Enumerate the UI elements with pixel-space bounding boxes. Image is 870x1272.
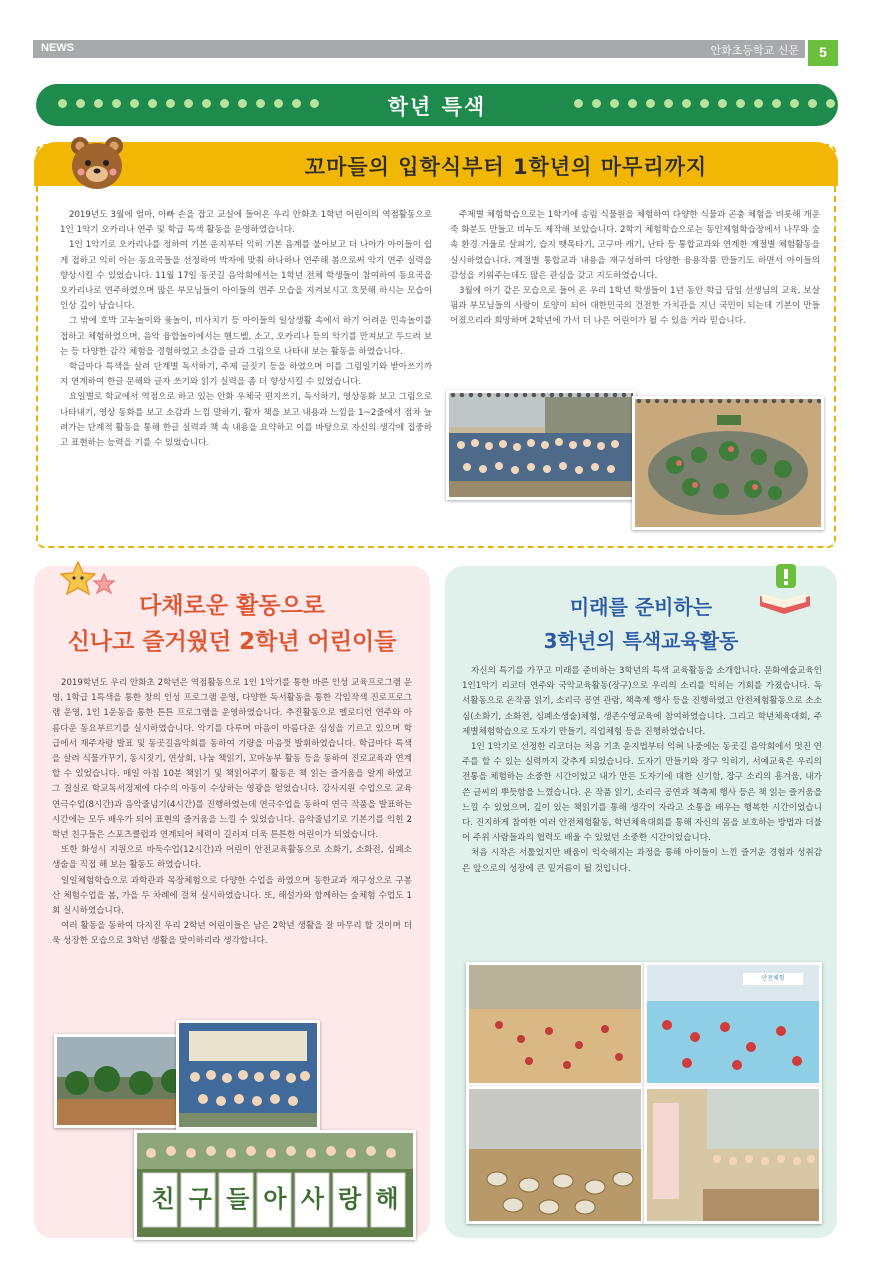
pool-sign-text: 안전체험 [761,975,785,982]
grade2-class-group-photo [176,1020,320,1130]
grade1-left-paragraph: 요일별로 학교에서 역점으로 하고 있는 안화 우체국 편지쓰기, 독서하기, 영상동화 보고 그림으로 나타내기, 영상 동화를 보고 소감과 느낌 말하기, 활자 책을 보고 내용과 느낌을 1~2줄에서 점차 늘려가는 단계적 활동을 통해 한글 실력과 책 속 내용을 요약하고 이를 바탕으로 자신의 생각에 집중하고 표현하는 능력을 기를 수 있었습니다. [60,392,432,449]
news-label: NEWS [41,42,74,54]
grade2-paragraph: 2019학년도 우리 안화초 2학년은 역점활동으로 1인 1악기를 통한 바른 인성 교육프로그램 운영, 1학급 1특색을 통한 창의 인성 프로그램 운영, 다양한 독서활동을 통한 각임작색 진로프로그램 운영, 1인 1운동을 통한 튼튼 프로그램을 운영하였습니다. 추진활동으로 멜로디언 연주와 아름다운 동요부르기를 실시하였습니다. 악기를 다루며 마음이 아름다운 심성을 기르고 있으며 학급에서 재주자랑 발표 및 동곳길음악회를 동하여 기량을 마음껏 발휘하였습니다. 학급마다 특색을 살려 식물가꾸기, 동시짓기, 연상회, 나눔 책읽기, 꼬마농부 활동 등을 동하여 진로교육과 연계할 수 있었습니다. 매일 아침 10분 책읽기 및 책읽어주기 활동은 책 읽는 즐거움을 알게 하였고 그 결실로 학교독서정제에 다수의 아동이 수상하는 영광을 얻었습니다. 강사지원 수업으로 교육연극수업(8시간)과 음악줄넘기(4시간)를 진행하였는데 연극수업을 동하여 연극 작품을 발표하는 시간에는 모두 배우가 되어 표현의 즐거움을 느낄 수 있었습니다. 음악줄넘기로 기본기를 익힌 2학년 친구들은 스포츠클럽과 연계되어 체력이 길러져 더욱 튼튼한 어린이가 되었습니다. [52,678,412,841]
banner-letter: 구 [188,1185,212,1213]
grade1-group-photo [446,390,636,500]
newspaper-header-bar [33,40,805,58]
grade1-right-paragraph: 3월에 아기 같은 모습으로 들어 온 우리 1학년 학생들이 1년 동안 학급 담임 선생님의 교육, 보살핌과 부모님들의 사랑이 토양이 되어 대한민국의 건전한 가치관을 지닌 국민이 되는데 기본이 만들어졌으리라 희망하며 2학년에 가서 더 나은 어린이가 될 수 있을 거라 믿습니다. [450,286,820,327]
newspaper-name: 안화초등학교 신문 [710,44,799,57]
grade3-swimming-photo [644,962,822,1086]
grade2-body [52,676,412,950]
section-title: 학년 특색 [387,95,487,119]
grade1-right-paragraph: 주제별 체험학습으로는 1학기에 송림 식물원을 체험하여 다양한 식물과 곤충 체험을 비롯해 개운죽 화분도 만들고 비누도 제작해 보았습니다. 2학기 체험학습으로는 동인제험학습장에서 나무와 숲 속 환경 거울로 살피기, 습지 뗏목타기, 고구마 캐기, 난타 등 통합교과와 연계한 계절별 체험활동을 실시하였습니다. 계절별 통합교과 내용을 재구성하여 다양한 융용작품 만들기도 하면서 아이들의 감성을 키워주는데도 많은 관심을 갖고 지도하였습니다. [450,210,820,281]
banner-letter: 친 [151,1185,175,1213]
grade2-title [34,588,430,660]
decorative-dots-right [574,99,835,111]
grade3-gym-event-photo [466,962,644,1086]
grade1-left-paragraph: 1인 1악기로 오카리나를 정하여 기본 운지부터 익히 기본 음계를 불어보고 더 나아가 아이들이 쉽게 접하고 익히 아는 동요곡들을 선정하여 박자에 맞춰 하나하나 연주해 봄으로써 악기 연주 실력을 향상시킬 수 있었습니다. 11월 17일 동곳길 음악회에서는 1학년 전체 학생들이 참여하여 동요곡을 오카리나로 연주하였으며 많은 부모님들이 아이들의 연주 모습을 지켜보시고 흐뭇해 하시는 모습이 인상 깊이 남습니다. [60,240,432,312]
banner-letter: 들 [226,1185,250,1213]
grade3-body [462,664,822,877]
grade3-title-line2: 3학년의 특색교육활동 [543,629,739,653]
grade1-headline-bar [34,142,838,186]
grade1-left-paragraph: 학급마다 특색을 살려 단계별 독서하기, 주제 글짓기 등을 하였으며 이를 그림일기와 받아쓰기까지 연계하여 한글 문해와 글자 쓰기와 읽기 실력을 좀 더 향상시킬 수 있었습니다. [60,362,432,388]
grade2-paragraph: 여러 활동을 동하여 다지진 우리 2학년 어린이들은 남은 2학년 생활을 잘 마무리 할 것이며 더욱 성장한 모습으로 3학년 생활을 맞이하리라 생각합니다. [52,921,412,947]
grade2-paragraph: 일일체험학습으로 과학관과 목장체험으로 다양한 수업을 하였으며 동한교과 재구성으로 구봉산 체험수업을 봄, 가을 두 차례에 걸쳐 실시하였습니다. 또, 해설가와 함께하는 숲체험 수업도 1회 실시하였습니다. [52,875,412,917]
page-number: 5 [808,40,838,66]
banner-letter: 사 [300,1185,324,1213]
grade1-left-paragraph: 그 밖에 호박 고누놀이와 윷놀이, 비사치기 등 아이들의 일상생활 속에서 하기 어려운 민속놀이를 접하고 체험하였으며, 음악 융합놀이에서는 핸드벨, 소고, 오카리나 등의 악기를 만져보고 두드려 보는 등 다양한 감각 체험을 경험하였고 소감을 글과 그림으로 나타내 보는 활동을 하였습니다. [60,316,432,357]
section-banner [36,84,838,126]
grade3-title [445,590,837,658]
grade3-paragraph: 1인 1악기로 선정한 리코더는 처음 기초 운지법부터 익혀 나중에는 동곳길 음악회에서 멋진 연주를 할 수 있는 실력까지 갖추게 되었습니다. 도자기 만들기와 장구 익히기, 서예교육은 우리의 전통을 체험하는 소중한 시간이었고 내가 만든 도자기에 대한 신기함, 장구 소리의 흥겨움, 내가 쓴 글씨의 뿌듯함을 느꼈습니다. 온 작품 읽기, 소리극 공연과 책축제 행사 등은 책 읽는 즐거움을 느낄 수 있었으며, 깊이 있는 책읽기를 통해 생각이 자라고 소통을 배우는 행복한 시간이었습니다. 진지하게 참여한 여러 안전체험활동, 학년체육대회를 통해 자신의 몸을 보호하는 방법과 더불어 주위 사람들과의 협력도 배울 수 있었던 소중한 시간이었습니다. [462,742,822,844]
grade2-title-line2: 신나고 즐거웠던 2학년 어린이들 [67,629,397,655]
grade2-banner-photo [134,1130,416,1240]
grade2-paragraph: 또한 화성시 지원으로 바둑수업(12시간)과 어린이 안전교육활동으로 소화기, 소화전, 심폐소생술을 직접 해 보는 활동도 하였습니다. [52,845,412,871]
grade1-headline: 꼬마들의 입학식부터 1학년의 마무리까지 [304,155,708,179]
grade3-title-line1: 미래를 준비하는 [569,595,713,619]
grade3-hallway-recorder-photo [644,1086,822,1224]
grade2-title-line1: 다채로운 활동으로 [139,593,325,619]
grade1-left-paragraph: 2019년도 3월에 엄마, 아빠 손을 잡고 교실에 들어온 우리 안화초 1학년 어린이의 역점활동으로 1인 1악기 오카리나 연주 및 학급 특색 활동을 운영하였습니다. [60,210,432,236]
grade2-classroom-plants-photo [54,1034,196,1128]
grade1-plant-garden-photo [632,396,824,530]
spiral-binding [449,391,633,399]
banner-letter: 아 [263,1185,287,1213]
bear-mascot-icon [66,132,128,194]
grade1-left-column [60,208,432,451]
banner-letter: 랑 [338,1185,362,1213]
spiral-binding [635,397,821,405]
banner-letters [140,1179,410,1214]
grade1-right-column [450,208,820,330]
grade3-paragraph: 자신의 특기를 가꾸고 미래를 준비하는 3학년의 특색 교육활동을 소개합니다. 문화예술교육인 1인1악기 리코더 연주와 국악교육활동(장구)으로 우리의 소리를 익히는 기회를 가졌습니다. 독서활동으로 온작품 읽기, 소리극 공연 관람, 책축제 행사 등을 진행하였고 안전체험활동으로 소소심(소화기, 소화전, 심폐소생술)체험, 생존수영교육에 참여하였습니다. 그리고 학년체육대회, 주제별체험학습으로 도자기 만들기, 직업체험 등을 진행하였습니다. [462,666,822,737]
grade3-paragraph: 처음 시작은 서툴었지만 배움이 익숙해지는 과정을 통해 아이들이 느낀 즐거운 경험과 성취감은 앞으로의 성장에 큰 밑거름이 될 것입니다. [462,848,822,874]
grade3-janggu-drum-photo [466,1086,644,1224]
banner-letter: 해 [375,1185,399,1213]
